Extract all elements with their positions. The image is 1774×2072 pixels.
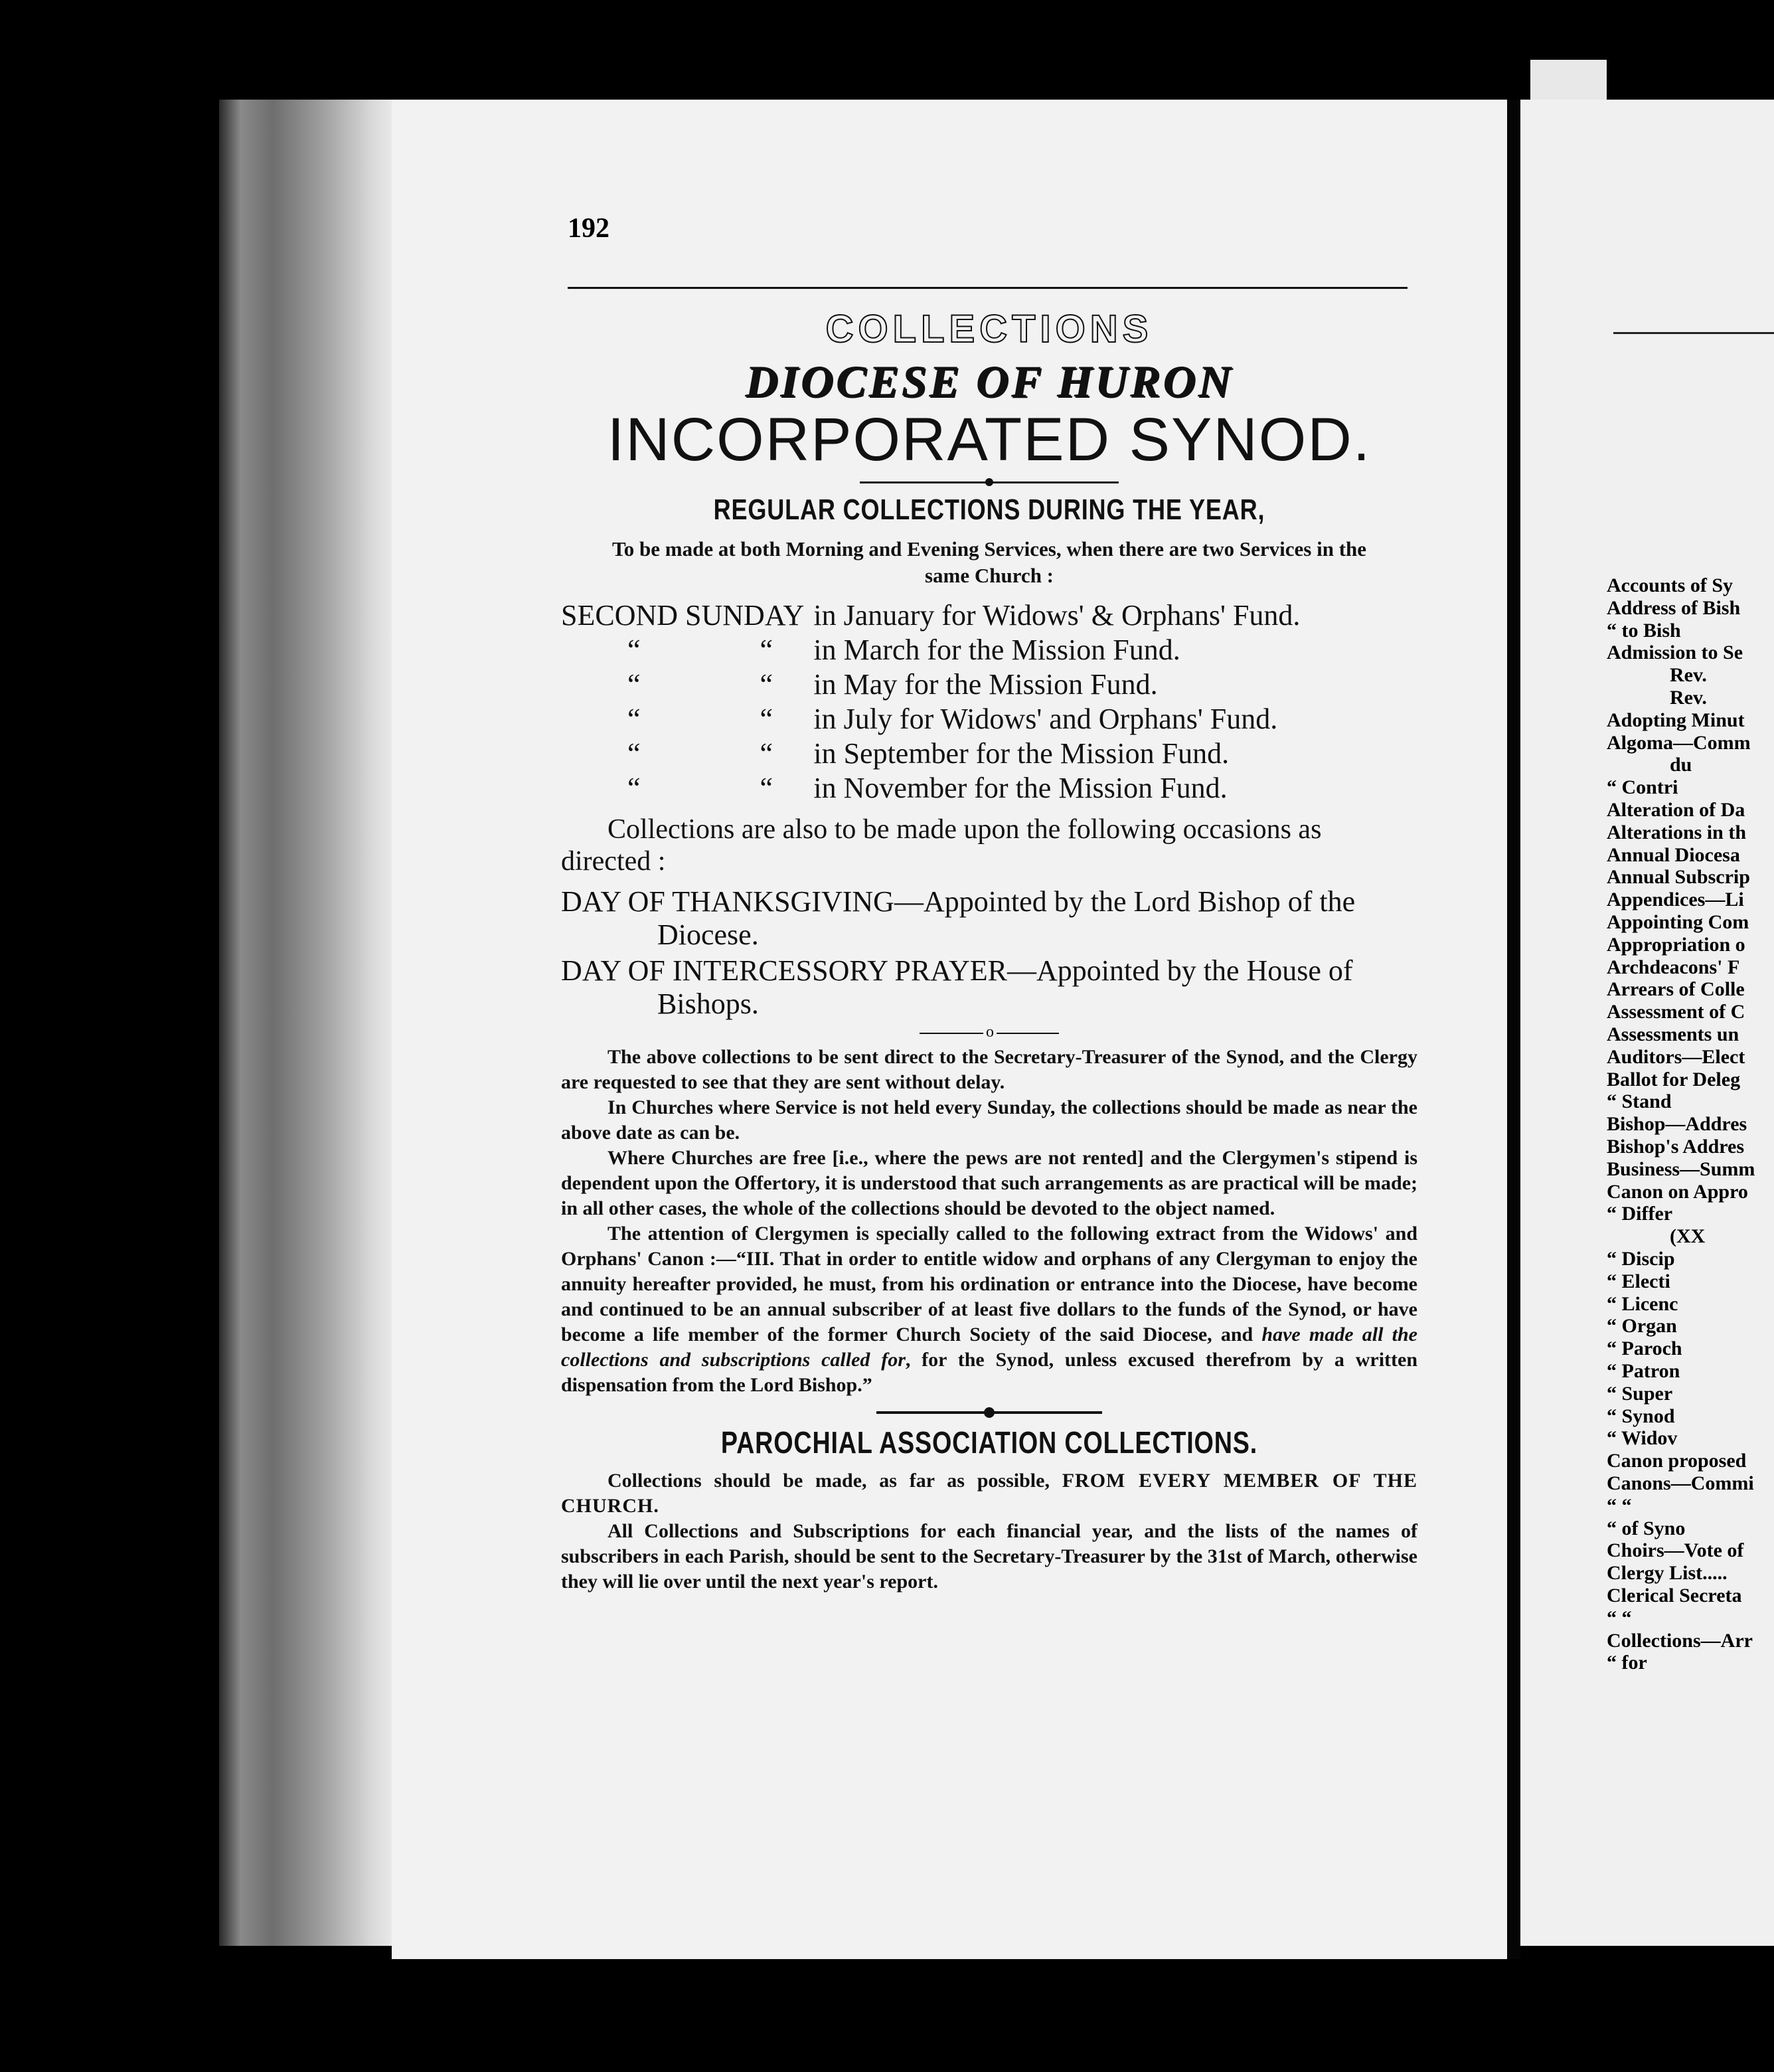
index-entry: Rev. (1670, 687, 1707, 709)
index-entry: Adopting Minut (1607, 709, 1745, 731)
index-entry: “ Super (1607, 1382, 1673, 1405)
index-entry: Assessment of C (1607, 1001, 1745, 1023)
index-entry: Ballot for Deleg (1607, 1068, 1741, 1090)
schedule-text: in November for the Mission Fund. (813, 772, 1228, 804)
index-entry: Appropriation o (1607, 933, 1745, 956)
small-caps-emphasis: FROM EVERY MEMBER OF THE CHURCH. (561, 1470, 1418, 1517)
index-entry: Bishop's Addres (1607, 1136, 1745, 1158)
index-entry: “ Organ (1607, 1315, 1677, 1338)
facing-page (1520, 100, 1774, 1946)
index-entry: “ Synod (1607, 1405, 1675, 1427)
index-entry: Canon on Appro (1607, 1180, 1748, 1203)
note-paragraph: In Churches where Service is not held every Sunday, the collections should be made as near the above date as can be. (561, 1096, 1417, 1144)
index-entry: Canons—Commi (1607, 1472, 1754, 1494)
index-entry: Business—Summ (1607, 1158, 1755, 1180)
index-entry: “ Contri (1607, 776, 1678, 799)
italic-emphasis: have made all the collections and subscriptions called for (561, 1324, 1417, 1371)
index-entry: “ Widov (1607, 1427, 1678, 1450)
index-entry: “ to Bish (1607, 619, 1681, 642)
ditto-mark: “ (627, 668, 641, 701)
index-entry: Appendices—Li (1607, 889, 1744, 911)
book-page-edges (219, 100, 398, 1946)
day-of-thanksgiving: DAY OF THANKSGIVING—Appointed by the Lord Bishop of the Diocese. (561, 885, 1356, 951)
index-entry: (XX (1670, 1225, 1706, 1248)
index-entry: Archdeacons' F (1607, 956, 1740, 978)
index-entry: “ Electi (1607, 1270, 1670, 1292)
note-paragraph: Collections should be made, as far as possible, FROM EVERY MEMBER OF THE CHURCH. (561, 1470, 1418, 1517)
page-number: 192 (568, 213, 609, 244)
facing-page-rule (1613, 332, 1774, 334)
schedule-row (561, 667, 1300, 702)
ditto-mark: “ (627, 634, 641, 666)
index-entry: Algoma—Comm (1607, 731, 1751, 754)
parochial-notes (561, 1468, 1417, 1595)
schedule-row (561, 736, 1300, 771)
index-entry: Choirs—Vote of (1607, 1539, 1744, 1562)
left-page (392, 100, 1507, 1959)
index-entry: Appointing Com (1607, 911, 1749, 933)
regular-collections-heading: REGULAR COLLECTIONS DURING THE YEAR, (713, 493, 1265, 526)
index-entry: “ Stand (1607, 1090, 1672, 1113)
index-entry: “ Licenc (1607, 1292, 1678, 1315)
title-diocese: DIOCESE OF HURON (745, 356, 1234, 406)
index-entry: Address of Bish (1607, 596, 1741, 619)
schedule-text: in May for the Mission Fund. (813, 668, 1158, 701)
index-entry: Clerical Secreta (1607, 1585, 1742, 1606)
header-rule (568, 287, 1408, 289)
schedule-col1: SECOND SUNDAY (561, 599, 805, 632)
ditto-mark: “ (760, 703, 773, 735)
ditto-mark: “ (760, 634, 773, 666)
note-paragraph: All Collections and Subscriptions for each financial year, and the lists of the names of subscribers in each Parish, should be sent to the Secretary-Treasurer by the 31st of March, otherwise they will lie over until the next year's report. (561, 1520, 1417, 1593)
ornament-divider (876, 1407, 1102, 1418)
occasions-intro: Collections are also to be made upon the following occasions as directed : (561, 814, 1322, 877)
schedule-text: in January for Widows' & Orphans' Fund. (813, 599, 1301, 632)
schedule-text: in March for the Mission Fund. (813, 634, 1180, 666)
schedule-text: in September for the Mission Fund. (813, 737, 1230, 770)
index-entry: Assessments un (1607, 1023, 1739, 1045)
collection-schedule (561, 598, 1300, 806)
title-collections: COLLECTIONS (825, 307, 1153, 351)
index-entry: Annual Subscrip (1607, 866, 1750, 889)
index-entry: “ Differ (1607, 1203, 1673, 1225)
day-of-intercessory-prayer: DAY OF INTERCESSORY PRAYER—Appointed by the House of Bishops. (561, 954, 1353, 1020)
index-entry: “ Paroch (1607, 1338, 1682, 1360)
small-ornament: o (920, 1027, 1059, 1039)
index-entry: “ of Syno (1607, 1517, 1686, 1539)
index-entry: Rev. (1670, 664, 1707, 687)
index-entry: “ “ (1607, 1494, 1632, 1517)
index-entry: Alteration of Da (1607, 799, 1745, 821)
schedule-row (561, 771, 1300, 806)
parochial-collections-heading: PAROCHIAL ASSOCIATION COLLECTIONS. (720, 1425, 1258, 1460)
schedule-row (561, 598, 1300, 633)
ditto-mark: “ (627, 703, 641, 735)
schedule-text: in July for Widows' and Orphans' Fund. (813, 703, 1278, 735)
index-entry: “ Patron (1607, 1360, 1680, 1382)
ditto-mark: “ (760, 772, 773, 804)
index-entry: Collections—Arr (1607, 1629, 1753, 1652)
index-entry: “ Discip (1607, 1248, 1675, 1270)
canon-extract-paragraph: The attention of Clergymen is specially called to the following extract from the Widows' and Orphans' Canon :—“III. That in order to entitle widow and orphans of any Clergyman to enjoy the annuity hereafter provided, he must, from his ordination or entrance into the Diocese, have become and continued to be an annual subscriber of at least five dollars to the funds of the Synod, or have become a life member of the former Church Society of the said Diocese, and have made all the collections and subscriptions called for, for the Synod, unless excused therefrom by a written dispensation from the Lord Bishop.” (561, 1223, 1418, 1396)
schedule-row (561, 702, 1300, 736)
ditto-mark: “ (627, 772, 641, 804)
index-entry: Canon proposed (1607, 1450, 1747, 1472)
page-content (561, 299, 1417, 1595)
schedule-row (561, 633, 1300, 667)
index-entry: Bishop—Addres (1607, 1113, 1747, 1136)
note-paragraph: Where Churches are free [i.e., where the pews are not rented] and the Clergymen's stipend is dependent upon the Offertory, it is understood that such arrangements as are practical will be made; in all other cases, the whole of the collections should be devoted to the object named. (561, 1147, 1417, 1219)
index-entry: Alterations in th (1607, 821, 1746, 843)
index-entry: Accounts of Sy (1607, 574, 1734, 596)
index-entry: “ for (1607, 1652, 1647, 1674)
index-entry: “ “ (1607, 1606, 1632, 1629)
index-entry: du (1670, 754, 1692, 776)
index-entry: Admission to Se (1607, 642, 1743, 664)
note-paragraph: The above collections to be sent direct to the Secretary-Treasurer of the Synod, and the Clergy are requested to see that they are sent without delay. (561, 1046, 1417, 1093)
title-synod: INCORPORATED SYNOD. (607, 406, 1372, 474)
ditto-mark: “ (760, 737, 773, 770)
ditto-mark: “ (627, 737, 641, 770)
ornament-divider (860, 477, 1119, 487)
index-entry: Arrears of Colle (1607, 978, 1745, 1001)
index-entry: Annual Diocesa (1607, 843, 1740, 866)
collection-notes (561, 1045, 1417, 1398)
instructions-text: To be made at both Morning and Evening Services, when there are two Services in the same Church : (611, 537, 1367, 587)
index-entry: Auditors—Elect (1607, 1045, 1745, 1068)
ditto-mark: “ (760, 668, 773, 701)
index-entry: Clergy List..... (1607, 1562, 1728, 1585)
book-gutter (1507, 100, 1520, 1959)
